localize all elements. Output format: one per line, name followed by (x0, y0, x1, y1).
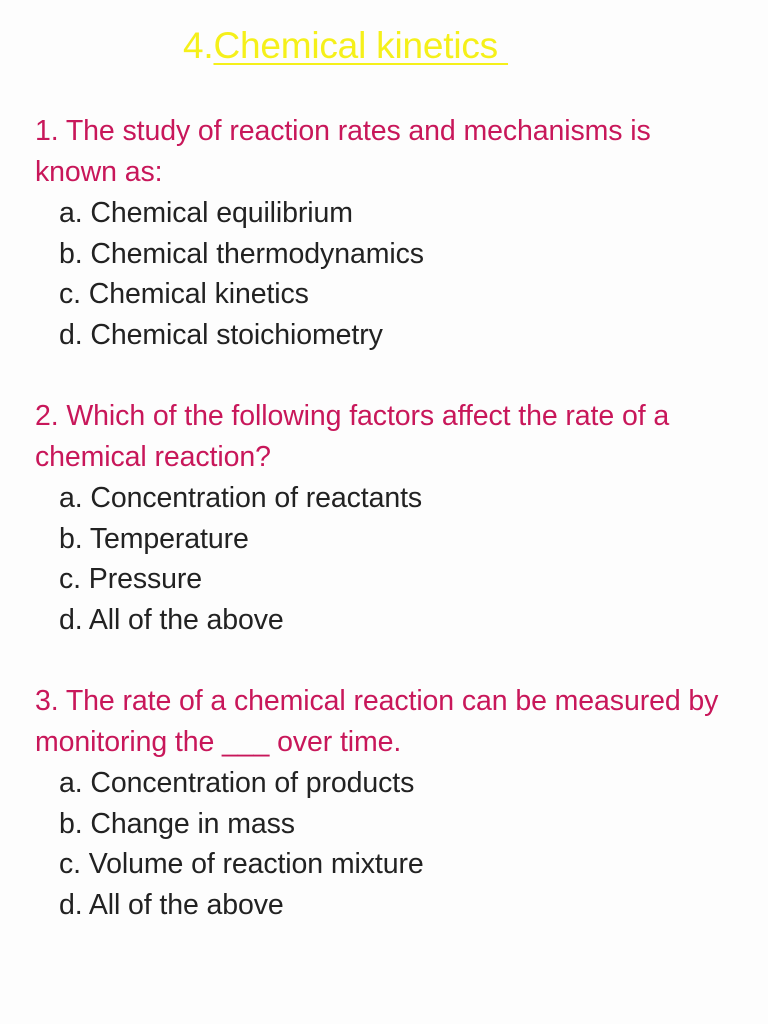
question-block (35, 681, 735, 926)
page-title (183, 24, 508, 68)
option-item: c. Pressure (59, 563, 203, 596)
option-item: a. Concentration of reactants (59, 482, 423, 514)
option-list (35, 193, 735, 356)
option-item: d. All of the above (59, 604, 284, 637)
option-item: a. Chemical equilibrium (59, 197, 353, 229)
option-item: d. All of the above (59, 889, 284, 922)
option-item: d. Chemical stoichiometry (59, 319, 383, 352)
option-item: c. Volume of reaction mixture (59, 848, 424, 881)
title-number: 4. (183, 25, 214, 66)
title-text: Chemical kinetics (213, 25, 509, 66)
option-item: b. Chemical thermodynamics (59, 237, 424, 270)
option-list (35, 763, 735, 926)
option-item: b. Temperature (59, 522, 249, 555)
option-item: b. Change in mass (59, 807, 295, 840)
question-text: 1. The study of reaction rates and mechanisms is known as: (35, 115, 651, 188)
option-item: a. Concentration of products (59, 767, 415, 799)
question-text: 2. Which of the following factors affect the rate of a chemical reaction? (35, 400, 670, 473)
question-block (35, 396, 735, 641)
option-list (35, 478, 735, 641)
question-block (35, 111, 735, 356)
option-item: c. Chemical kinetics (59, 278, 309, 311)
question-text: 3. The rate of a chemical reaction can be measured by monitoring the ___ over time. (35, 685, 719, 758)
